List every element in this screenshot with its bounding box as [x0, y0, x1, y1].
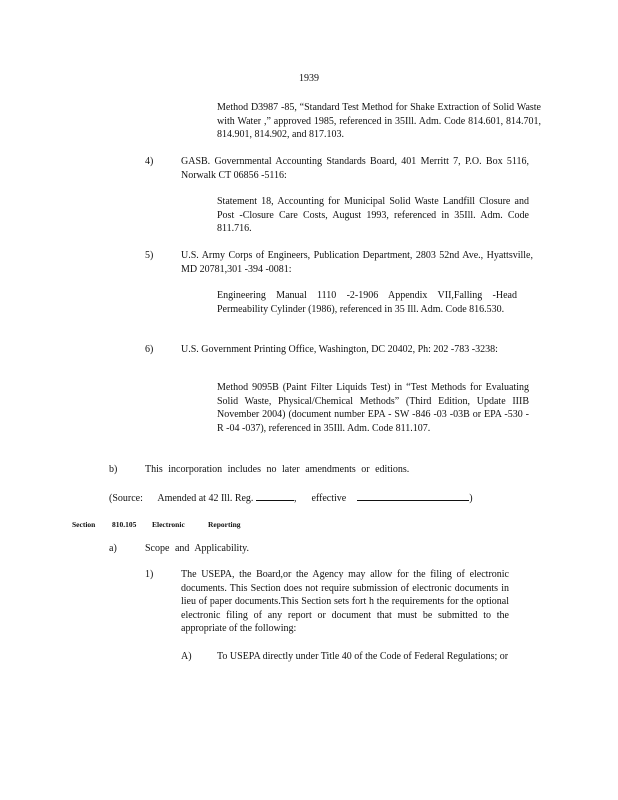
source-comma: ,: [293, 493, 297, 504]
reference-3-document: Method D3987 -85, “Standard Test Method for Shake Extraction of Solid Waste with Water ,” approved 1985, referenced in 35Ill. Adm. Code 814.601, 814.701, 814.901, 814.902, and 817.103.: [217, 102, 541, 140]
section-heading-number: 810.105: [112, 520, 137, 529]
item-A-label: A): [181, 651, 192, 662]
reference-4-organization: GASB. Governmental Accounting Standards Board, 401 Merritt 7, P.O. Box 5116, Norwalk CT 06856 -5116:: [181, 156, 529, 181]
subsection-a-label: a): [109, 543, 117, 554]
item-A-text: To USEPA directly under Title 40 of the Code of Federal Regulations; or: [217, 651, 509, 662]
source-amended: Amended at 42 Ill. Reg.: [157, 493, 254, 504]
section-heading-title-2: Reporting: [208, 520, 241, 529]
effective-date-blank-line: [357, 490, 469, 501]
section-heading-word: Section: [72, 520, 96, 529]
reference-5-organization: U.S. Army Corps of Engineers, Publication Department, 2803 52nd Ave., Hyattsville, MD 20781,301 -394 -0081:: [181, 250, 533, 275]
subsection-b-text: This incorporation includes no later amendments or editions.: [145, 464, 410, 475]
subsection-a-title: Scope and Applicability.: [145, 543, 249, 554]
source-effective: effective: [311, 493, 347, 504]
source-prefix: (Source:: [109, 493, 143, 504]
reference-6-document: Method 9095B (Paint Filter Liquids Test) in “Test Methods for Evaluating Solid Waste, Physical/Chemical Methods” (Third Edition, Update IIIB November 2004) (document number EPA - SW -846 -03 -03B or EPA -530 -R -04 -037), referenced in 35Ill. Adm. Code 811.107.: [217, 382, 529, 434]
reference-4-document: Statement 18, Accounting for Municipal Solid Waste Landfill Closure and Post -Closure Care Costs, August 1993, referenced in 35Ill. Adm. Code 811.716.: [217, 196, 529, 234]
item-1-text: The USEPA, the Board,or the Agency may allow for the filing of electronic documents. This Section does not require submission of electronic documents in lieu of paper documents.This Section sets fort h the requirements for the optional electronic filing of any report or document that must be submitted to the appropriate of the following:: [181, 569, 509, 634]
page-number: 1939: [299, 73, 319, 84]
section-heading-title-1: Electronic: [152, 520, 185, 529]
reference-6-number: 6): [145, 344, 154, 355]
item-1-number: 1): [145, 569, 154, 580]
subsection-b-label: b): [109, 464, 118, 475]
reference-5-number: 5): [145, 250, 154, 261]
reference-4-number: 4): [145, 156, 154, 167]
source-note: [109, 490, 509, 506]
register-blank-line: [256, 490, 294, 501]
source-close: ): [469, 493, 473, 504]
reference-5-document: Engineering Manual 1110 -2-1906 Appendix VII,Falling -Head Permeability Cylinder (1986), referenced in 35 Ill. Adm. Code 816.530.: [217, 290, 517, 315]
reference-6-organization: U.S. Government Printing Office, Washington, DC 20402, Ph: 202 -783 -3238:: [181, 344, 498, 355]
